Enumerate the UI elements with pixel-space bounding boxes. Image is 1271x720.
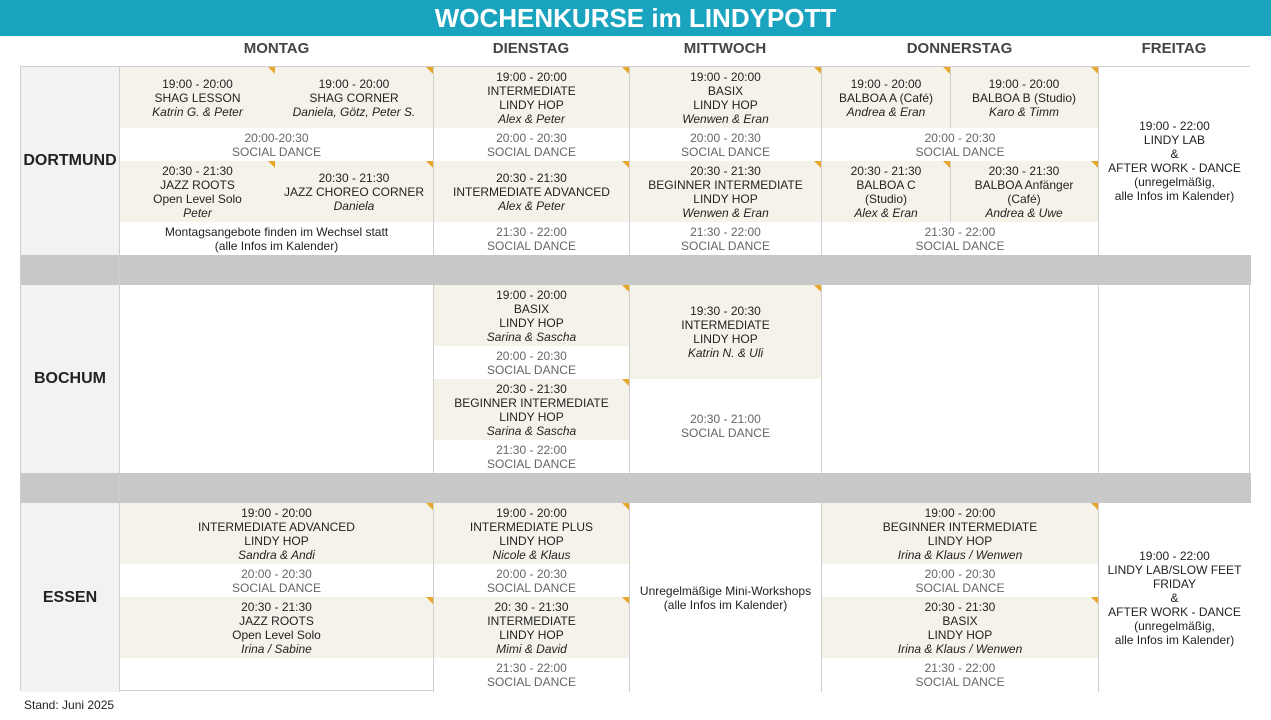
course-location: (Café) [1007,191,1041,206]
course-title: BASIX [707,83,744,98]
course-teachers: Peter [183,205,212,220]
course-time: 19:00 - 20:00 [496,69,567,84]
social-time: 21:30 - 22:00 [496,442,567,457]
grid-line [1098,285,1099,473]
course-title: LINDY LAB [1143,133,1206,147]
course-time: 19:00 - 20:00 [241,505,312,520]
course-block [275,67,433,128]
course-block [950,161,1098,222]
day-header-monday: MONTAG [243,40,310,57]
grid-line [950,67,951,128]
course-block [630,67,821,128]
course-text: alle Infos im Kalender) [1114,632,1235,647]
course-time: 20:30 - 21:30 [496,381,567,396]
social-dance-block [120,128,433,161]
course-teachers: Irina & Klaus / Wenwen [897,641,1023,656]
course-block [434,67,629,128]
course-title: JAZZ ROOTS [160,177,235,192]
footer-date: Stand: Juni 2025 [24,698,115,712]
course-teachers: Katrin G. & Peter [152,104,243,119]
social-label: SOCIAL DANCE [487,674,576,689]
course-time: 20:30 - 21:30 [850,163,922,178]
social-label: SOCIAL DANCE [487,144,576,159]
social-time: 20:00-20:30 [244,130,309,145]
social-label: SOCIAL DANCE [487,580,576,595]
course-teachers: Katrin N. & Uli [687,346,764,360]
course-block [434,285,629,346]
social-label: SOCIAL DANCE [681,426,770,440]
social-time: 21:30 - 22:00 [496,660,567,675]
course-text: FRIDAY [1152,576,1197,591]
course-text: (unregelmäßig, [1134,175,1215,189]
course-title: INTERMEDIATE ADVANCED [198,519,355,534]
course-block [630,285,821,379]
course-time: 19:00 - 20:00 [496,505,567,520]
course-block [822,161,950,222]
course-time: 19:00 - 20:00 [690,69,761,84]
course-time: 20:30 - 21:30 [988,163,1060,178]
course-teachers: Wenwen & Eran [682,111,769,126]
grid-line [950,161,951,222]
course-time: 20: 30 - 21:30 [494,599,569,614]
social-label: SOCIAL DANCE [487,238,576,253]
grid-line [821,285,822,473]
course-block [950,67,1098,128]
note-text: (alle Infos im Kalender) [663,597,788,612]
day-header-thursday: DONNERSTAG [906,40,1013,57]
social-dance-block [630,379,821,473]
course-time: 19:00 - 22:00 [1139,119,1210,133]
course-style: LINDY HOP [499,315,564,330]
grid-line [821,67,822,255]
friday-block [1099,67,1250,255]
course-title: INTERMEDIATE [681,318,770,332]
course-style: LINDY HOP [927,627,993,642]
course-time: 19:00 - 20:00 [850,76,922,91]
course-title: BALBOA C [856,177,916,192]
course-time: 19:00 - 20:00 [318,76,390,91]
social-time: 20:00 - 20:30 [496,348,567,363]
grid-line [821,503,822,692]
city-label-bochum: BOCHUM [21,285,119,473]
course-title: JAZZ ROOTS [239,613,314,628]
course-block [120,597,433,658]
grid-line [1098,67,1099,255]
course-block [120,161,275,222]
social-label: SOCIAL DANCE [232,144,321,159]
course-block [434,379,629,440]
course-title: BASIX [513,301,550,316]
course-time: 20:30 - 21:30 [162,163,233,178]
course-block [434,503,629,564]
social-time: 20:00 - 20:30 [924,130,996,145]
social-dance-block [434,658,629,691]
social-label: SOCIAL DANCE [915,580,1005,595]
grid-line [629,285,630,473]
city-label-essen: ESSEN [21,503,119,692]
note-block [120,222,433,255]
course-block [434,597,629,658]
social-time: 20:30 - 21:00 [690,412,761,426]
course-title: JAZZ CHOREO CORNER [283,184,424,199]
course-title: BEGINNER INTERMEDIATE [882,519,1038,534]
course-style: LINDY HOP [499,97,564,112]
course-time: 20:30 - 21:30 [241,599,312,614]
social-label: SOCIAL DANCE [487,362,576,377]
grid-line [433,67,434,255]
course-teachers: Daniela [333,198,375,213]
course-teachers: Karo & Timm [989,104,1059,119]
course-teachers: Andrea & Uwe [985,205,1063,220]
course-title: INTERMEDIATE ADVANCED [453,184,610,199]
course-title: INTERMEDIATE PLUS [469,519,594,534]
course-text: & [1170,590,1179,605]
day-header-friday: FREITAG [1141,40,1207,57]
course-title: BALBOA B (Studio) [971,90,1077,105]
course-style: LINDY HOP [499,627,564,642]
course-block [822,597,1098,658]
course-style: LINDY HOP [499,409,564,424]
course-time: 20:30 - 21:30 [924,599,996,614]
course-teachers: Alex & Eran [854,205,918,220]
course-teachers: Irina & Klaus / Wenwen [897,547,1023,562]
course-teachers: Sarina & Sascha [486,329,577,344]
course-block [275,161,433,222]
course-block [120,67,275,128]
social-dance-block [822,128,1098,161]
grid-line [1098,503,1099,692]
social-dance-block [434,346,629,379]
grid-line [629,67,630,255]
course-location: (Studio) [864,191,908,206]
social-time: 21:30 - 22:00 [496,224,567,239]
course-title: BEGINNER INTERMEDIATE [454,395,609,410]
course-teachers: Andrea & Eran [846,104,926,119]
course-style: LINDY HOP [499,533,564,548]
course-teachers: Alex & Peter [498,198,565,213]
course-teachers: Irina / Sabine [241,641,312,656]
note-text: Montagsangebote finden im Wechsel statt [164,224,389,239]
course-title: BEGINNER INTERMEDIATE [648,177,803,192]
course-title: BALBOA A (Café) [838,90,934,105]
course-block [434,161,629,222]
course-teachers: Daniela, Götz, Peter S. [292,104,416,119]
social-time: 20:00 - 20:30 [496,130,567,145]
social-label: SOCIAL DANCE [915,238,1005,253]
row-separator [21,473,1251,503]
course-time: 19:00 - 20:00 [924,505,996,520]
course-teachers: Alex & Peter [498,111,565,126]
day-header-tuesday: DIENSTAG [492,40,570,57]
course-title: SHAG CORNER [309,90,399,105]
workshop-note [630,503,821,692]
course-style: LINDY HOP [244,533,309,548]
course-time: 20:30 - 21:30 [496,170,567,185]
course-time: 19:00 - 20:00 [988,76,1060,91]
course-block [120,503,433,564]
social-dance-block [630,222,821,255]
social-label: SOCIAL DANCE [487,456,576,471]
course-text: & [1170,147,1179,161]
course-teachers: Wenwen & Eran [682,205,769,220]
day-header-wednesday: MITTWOCH [683,40,767,57]
course-title: LINDY LAB/SLOW FEET [1107,562,1242,577]
course-text: (unregelmäßig, [1134,618,1215,633]
course-title: INTERMEDIATE [487,83,576,98]
course-text: AFTER WORK - DANCE [1108,604,1241,619]
grid-line [433,285,434,473]
course-time: 19:00 - 20:00 [496,287,567,302]
course-time: 20:30 - 21:30 [318,170,390,185]
social-dance-block [120,564,433,597]
course-time: 19:00 - 22:00 [1139,548,1210,563]
course-block [822,503,1098,564]
city-label-dortmund: DORTMUND [21,67,119,255]
social-label: SOCIAL DANCE [232,580,321,595]
course-title: INTERMEDIATE [487,613,576,628]
course-title: BASIX [942,613,978,628]
social-label: SOCIAL DANCE [681,238,770,253]
social-time: 20:00 - 20:30 [690,130,761,145]
course-teachers: Sarina & Sascha [486,423,577,438]
course-block [630,161,821,222]
social-label: SOCIAL DANCE [681,144,770,159]
course-style: LINDY HOP [693,97,758,112]
social-time: 20:00 - 20:30 [241,566,312,581]
course-text: alle Infos im Kalender) [1114,189,1235,203]
schedule-grid [20,66,1250,691]
grid-line [629,503,630,692]
note-text: (alle Infos im Kalender) [214,238,339,253]
course-time: 19:00 - 20:00 [162,76,233,91]
course-level: Open Level Solo [232,627,321,642]
social-dance-block [434,440,629,473]
grid-line [433,503,434,692]
social-dance-block [434,128,629,161]
social-label: SOCIAL DANCE [915,674,1005,689]
course-block [822,67,950,128]
social-dance-block [822,222,1098,255]
social-dance-block [822,564,1098,597]
social-dance-block [434,222,629,255]
page-title: WOCHENKURSE im LINDYPOTT [0,0,1271,36]
course-style: LINDY HOP [693,332,758,346]
note-text: Unregelmäßige Mini-Workshops [639,583,812,598]
social-label: SOCIAL DANCE [915,144,1005,159]
course-level: Open Level Solo [153,191,242,206]
social-time: 20:00 - 20:30 [496,566,567,581]
course-title: SHAG LESSON [154,90,241,105]
course-time: 20:30 - 21:30 [690,163,761,178]
course-style: LINDY HOP [693,191,758,206]
social-time: 21:30 - 22:00 [924,224,996,239]
grid-line [119,67,120,692]
social-dance-block [822,658,1098,691]
social-time: 20:00 - 20:30 [924,566,996,581]
social-time: 21:30 - 22:00 [924,660,996,675]
social-dance-block [434,564,629,597]
course-text: AFTER WORK - DANCE [1108,161,1241,175]
course-teachers: Nicole & Klaus [492,547,571,562]
friday-block [1099,503,1250,692]
course-time: 19:30 - 20:30 [690,304,761,318]
course-style: LINDY HOP [927,533,993,548]
course-title: BALBOA Anfänger [974,177,1074,192]
social-time: 21:30 - 22:00 [690,224,761,239]
course-teachers: Mimi & David [496,641,567,656]
row-separator [21,255,1251,285]
social-dance-block [630,128,821,161]
course-teachers: Sandra & Andi [238,547,315,562]
